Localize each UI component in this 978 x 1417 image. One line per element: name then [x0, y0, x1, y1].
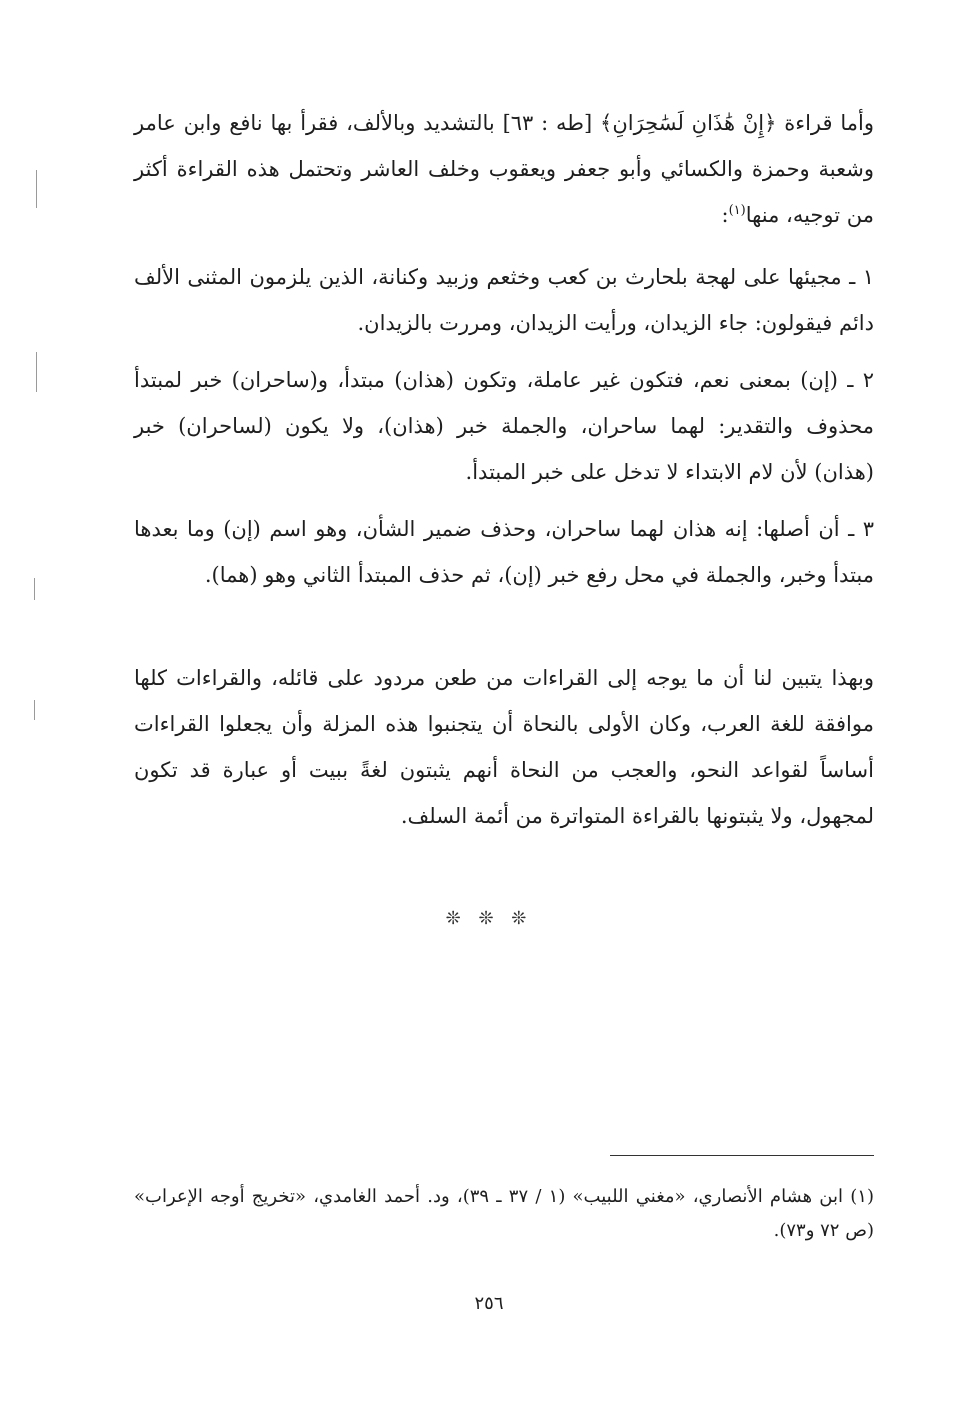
point-three-paragraph: ٣ ـ أن أصلها: إنه هذان لهما ساحران، وحذف ضمير الشأن، وهو اسم (إن) وما بعدها مبتدأ وخبر، والجملة في محل رفع خبر (إن)، ثم حذف المبتدأ الثاني وهو (هما). [134, 517, 874, 587]
scan-artifact-mark [36, 170, 37, 208]
point-two-paragraph: ٢ ـ (إن) بمعنى نعم، فتكون غير عاملة، وتكون (هذان) مبتدأ، و(ساحران) خبر لمبتدأ محذوف والتقدير: لهما ساحران، والجملة خبر (هذان)، ولا يكون (لساحران) خبر (هذان) لأن لام الابتداء لا تدخل على خبر المبتدأ. [134, 368, 874, 484]
footnote-reference[interactable]: (١) [728, 203, 746, 218]
intro-text-body: [طه : ٦٣] بالتشديد وبالألف، فقرأ بها نافع وابن عامر وشعبة وحمزة والكسائي وأبو جعفر ويعقوب وخلف العاشر وتحتمل هذه القراءة أكثر من توجيه، منها [134, 111, 874, 227]
scan-artifact-mark [34, 578, 35, 600]
closing-paragraph: وبهذا يتبين لنا أن ما يوجه إلى القراءات من طعن مردود على قائله، والقراءات كلها موافقة للغة العرب، وكان الأولى بالنحاة أن يتجنبوا هذه المزلة وأن يجعلوا القراءات أساساً لقواعد النحو، والعجب من النحاة أنهم يثبتون لغةً ببيت أو عبارة قد تكون لمجهول، ولا يثبتونها بالقراءة المتواترة من أئمة السلف. [134, 666, 874, 828]
quran-verse: ﴿إِنْ هَٰذَانِ لَسَٰحِرَانِ﴾ [600, 111, 777, 135]
footnote-marker: (١) [850, 1186, 874, 1207]
point-one-paragraph: ١ ـ مجيئها على لهجة بلحارث بن كعب وخثعم وزبيد وكنانة، الذين يلزمون المثنى الألف دائم فيقولون: جاء الزيدان، ورأيت الزيدان، ومررت بالزيدان. [134, 265, 874, 335]
intro-paragraph [134, 100, 874, 238]
scan-artifact-mark [34, 700, 35, 720]
section-separator: ❊ ❊ ❊ [445, 908, 533, 929]
intro-text-start: وأما قراءة [776, 111, 874, 135]
intro-text-end: : [721, 203, 729, 227]
scan-artifact-mark [36, 352, 37, 392]
footnote-divider [610, 1155, 874, 1156]
footnote-text: ابن هشام الأنصاري، «مغني اللبيب» (١ / ٣٧ ـ ٣٩)، ود. أحمد الغامدي، «تخريج أوجه الإعراب» (ص ٧٢ و٧٣). [134, 1186, 874, 1241]
footnote [134, 1180, 874, 1248]
page-number: ٢٥٦ [474, 1293, 504, 1314]
